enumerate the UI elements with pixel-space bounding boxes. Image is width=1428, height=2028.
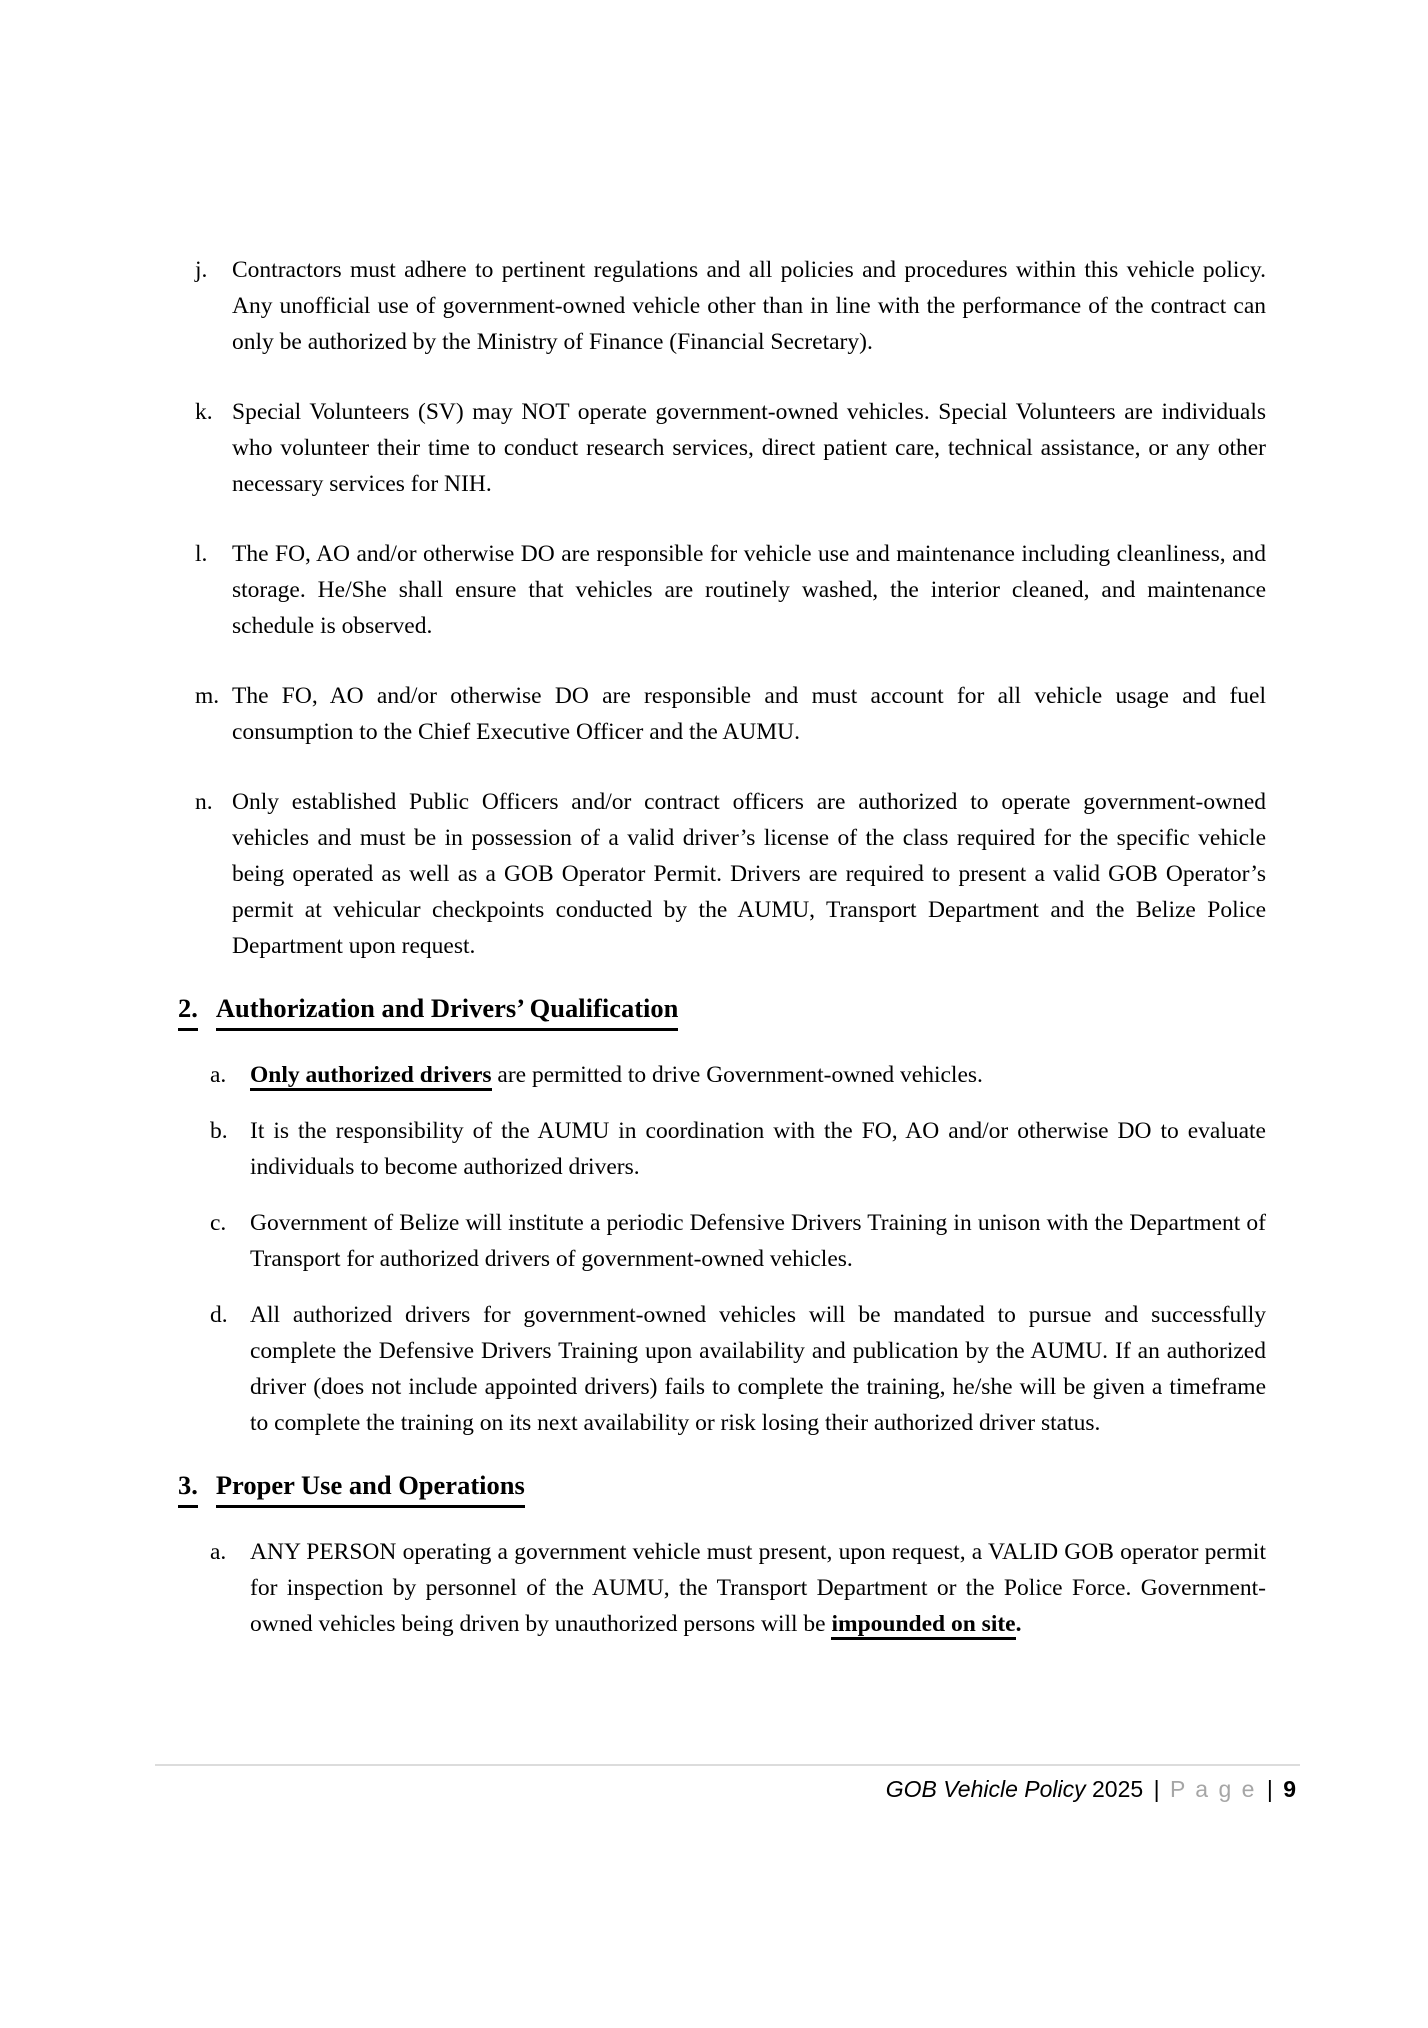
policy-section	[178, 992, 1266, 1441]
policy-sections	[178, 992, 1266, 1642]
policy-section	[178, 1469, 1266, 1642]
footer-separator: |	[1266, 1776, 1273, 1802]
list-item-marker: c.	[210, 1210, 227, 1237]
text-segment: The FO, AO and/or otherwise DO are responsible and must account for all vehicle usage and fuel consumption to the Chief Executive Officer and the AUMU.	[232, 683, 1266, 745]
list-item-text	[232, 784, 1266, 964]
footer-divider	[155, 1764, 1300, 1766]
list-item-text	[250, 1205, 1266, 1277]
text-segment: impounded on site	[831, 1611, 1015, 1640]
list-item-marker: l.	[195, 541, 208, 567]
text-segment: It is the responsibility of the AUMU in coordination with the FO, AO and/or otherwise DO to evaluate individuals to become authorized drivers.	[250, 1118, 1266, 1181]
text-segment: .	[1015, 1611, 1022, 1638]
list-item-marker: a.	[210, 1062, 227, 1089]
section-items	[178, 1534, 1266, 1642]
list-item-text	[250, 1297, 1266, 1441]
section-title: Proper Use and Operations	[216, 1469, 525, 1508]
page-number: 9	[1283, 1776, 1296, 1802]
footer-page-word: P a g e	[1169, 1776, 1257, 1802]
text-segment: are permitted to drive Government-owned vehicles.	[491, 1062, 983, 1089]
list-item	[178, 784, 1266, 964]
list-item	[178, 394, 1266, 502]
text-segment: Only authorized drivers	[250, 1062, 492, 1091]
section-number: 3.	[178, 1469, 198, 1508]
list-item-text	[250, 1057, 1266, 1093]
list-item	[178, 252, 1266, 360]
text-segment: Government of Belize will institute a periodic Defensive Drivers Training in unison with the Department of Transport for authorized drivers of government-owned vehicles.	[250, 1210, 1266, 1273]
section-items	[178, 1057, 1266, 1441]
list-item-marker: b.	[210, 1118, 228, 1145]
section-title: Authorization and Drivers’ Qualification	[216, 992, 679, 1031]
list-item	[178, 1113, 1266, 1185]
list-item-marker: k.	[195, 399, 213, 425]
list-item	[178, 536, 1266, 644]
text-segment: Contractors must adhere to pertinent regulations and all policies and procedures within this vehicle policy. Any unofficial use of government-owned vehicle other than in line with the performance of the contract can only be authorized by the Ministry of Finance (Financial Secretary).	[232, 257, 1266, 355]
text-segment: All authorized drivers for government-owned vehicles will be mandated to pursue and successfully complete the Defensive Drivers Training upon availability and publication by the AUMU. If an authorized driver (does not include appointed drivers) fails to complete the training, he/she will be given a timeframe to complete the training on its next availability or risk losing their authorized driver status.	[250, 1302, 1266, 1437]
list-item-text	[250, 1113, 1266, 1185]
list-item	[178, 1057, 1266, 1093]
text-segment: Only established Public Officers and/or contract officers are authorized to operate government-owned vehicles and must be in possession of a valid driver’s license of the class required for the specific vehicle being operated as well as a GOB Operator Permit. Drivers are required to present a valid GOB Operator’s permit at vehicular checkpoints conducted by the AUMU, Transport Department and the Belize Police Department upon request.	[232, 789, 1266, 959]
footer-year: 2025	[1092, 1776, 1144, 1802]
list-item-text	[232, 536, 1266, 644]
text-segment: The FO, AO and/or otherwise DO are responsible for vehicle use and maintenance including cleanliness, and storage. He/She shall ensure that vehicles are routinely washed, the interior cleaned, and maintenance schedule is observed.	[232, 541, 1266, 639]
policy-list-j-n	[178, 252, 1266, 964]
list-item-text	[232, 678, 1266, 750]
page-footer	[886, 1776, 1296, 1803]
section-heading	[178, 992, 1266, 1031]
text-segment: ANY PERSON operating a government vehicle must present, upon request, a VALID GOB operator permit for inspection by personnel of the AUMU, the Transport Department or the Police Force. Government-owned vehicles being driven by unauthorized persons will be	[250, 1539, 1266, 1638]
list-item-marker: d.	[210, 1302, 228, 1329]
document-content	[178, 252, 1266, 1662]
footer-document-title: GOB Vehicle Policy	[885, 1776, 1086, 1802]
list-item-marker: m.	[195, 683, 220, 709]
list-item-marker: n.	[195, 789, 213, 815]
list-item-marker: j.	[195, 257, 208, 283]
list-item-text	[232, 394, 1266, 502]
list-item	[178, 1297, 1266, 1441]
list-item-marker: a.	[210, 1539, 227, 1566]
list-item-text	[250, 1534, 1266, 1642]
section-number: 2.	[178, 992, 198, 1031]
section-heading	[178, 1469, 1266, 1508]
list-item-text	[232, 252, 1266, 360]
footer-separator: |	[1153, 1776, 1160, 1802]
list-item	[178, 1205, 1266, 1277]
list-item	[178, 678, 1266, 750]
list-item	[178, 1534, 1266, 1642]
text-segment: Special Volunteers (SV) may NOT operate government-owned vehicles. Special Volunteers are individuals who volunteer their time to conduct research services, direct patient care, technical assistance, or any other necessary services for NIH.	[232, 399, 1266, 497]
